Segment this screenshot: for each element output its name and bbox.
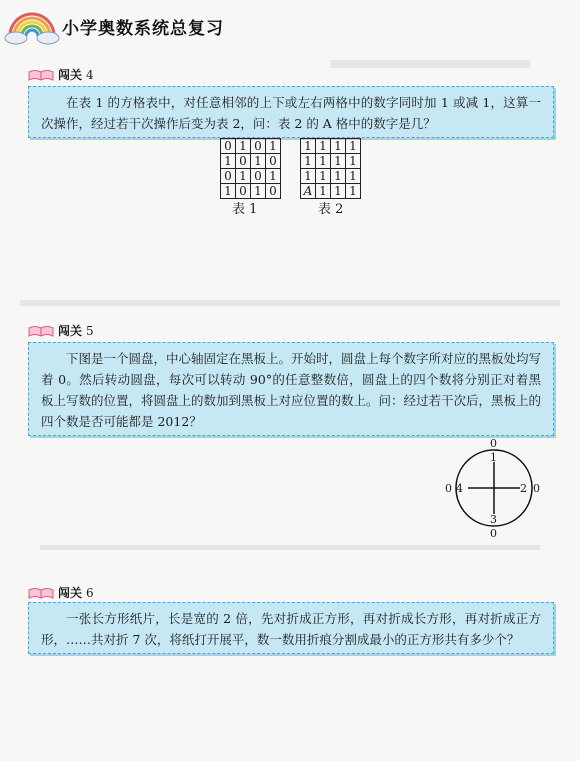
question-box xyxy=(28,86,554,138)
disk-number-top: 1 xyxy=(490,451,497,464)
table-cell: 1 xyxy=(316,154,331,169)
table-cell: 0 xyxy=(266,154,281,169)
table-cell: 1 xyxy=(266,139,281,154)
table-cell: 1 xyxy=(346,184,361,199)
table-cell: 1 xyxy=(316,184,331,199)
gate-heading xyxy=(28,66,94,83)
table-cell: 1 xyxy=(236,139,251,154)
disk-number-left: 4 xyxy=(456,482,463,495)
board-label-top: 0 xyxy=(490,437,497,450)
gate-number: 4 xyxy=(86,67,94,82)
question-box xyxy=(28,602,554,654)
open-book-icon xyxy=(28,587,54,599)
gate-label: 闯关 xyxy=(58,68,83,82)
table-cell: A xyxy=(301,184,316,199)
table-cell: 1 xyxy=(221,184,236,199)
gate-label: 闯关 xyxy=(58,324,83,338)
table-cell: 1 xyxy=(331,169,346,184)
table-cell: 1 xyxy=(331,184,346,199)
disk-number-right: 2 xyxy=(520,482,527,495)
table-cell: 1 xyxy=(316,169,331,184)
table-cell: 1 xyxy=(221,154,236,169)
table-cell: 0 xyxy=(221,139,236,154)
question-text: 下图是一个圆盘，中心轴固定在黑板上。开始时，圆盘上每个数字所对应的黑板处均写着 0。然后转动圆盘，每次可以转动 90°的任意整数倍，圆盘上的四个数将分别正对着黑板上写数的位置，将圆盘上的数加到黑板上对应位置的数上。问：经过若干次后，黑板上的四个数是否可能都是 2012？ xyxy=(41,351,542,429)
rainbow-cloud-icon xyxy=(4,6,60,46)
table-cell: 0 xyxy=(236,154,251,169)
table-caption: 表 2 xyxy=(318,202,344,217)
table-2 xyxy=(300,138,361,199)
gate-heading xyxy=(28,584,94,601)
gate-label: 闯关 xyxy=(58,586,83,600)
table-cell: 1 xyxy=(331,154,346,169)
table-1 xyxy=(220,138,281,199)
gate-number: 5 xyxy=(86,323,94,338)
bleed-through-mark xyxy=(330,60,530,68)
table-cell: 1 xyxy=(251,184,266,199)
page-title: 小学奥数系统总复习 xyxy=(62,19,224,39)
open-book-icon xyxy=(28,325,54,337)
disk-number-bottom: 3 xyxy=(490,513,497,526)
gate-number: 6 xyxy=(86,585,94,600)
page-header xyxy=(0,0,580,55)
table-cell: 1 xyxy=(266,169,281,184)
table-cell: 1 xyxy=(331,139,346,154)
table-cell: 1 xyxy=(316,139,331,154)
table-cell: 0 xyxy=(221,169,236,184)
question-text: 一张长方形纸片，长是宽的 2 倍，先对折成正方形，再对折成长方形，再对折成正方形，……共对折 7 次，将纸打开展平，数一数用折痕分割成最小的正方形共有多少个？ xyxy=(41,611,541,647)
table-cell: 0 xyxy=(251,169,266,184)
table-cell: 1 xyxy=(301,169,316,184)
table-cell: 0 xyxy=(236,184,251,199)
bleed-through-mark xyxy=(40,545,540,550)
table-cell: 0 xyxy=(266,184,281,199)
table-cell: 1 xyxy=(251,154,266,169)
board-label-bottom: 0 xyxy=(490,527,497,540)
board-label-left: 0 xyxy=(445,482,452,495)
table-cell: 1 xyxy=(301,154,316,169)
table-cell: 1 xyxy=(301,139,316,154)
table-cell: 1 xyxy=(346,169,361,184)
bleed-through-mark xyxy=(20,300,560,306)
table-caption: 表 1 xyxy=(232,202,258,217)
question-text: 在表 1 的方格表中，对任意相邻的上下或左右两格中的数字同时加 1 或减 1，这算一次操作，经过若干次操作后变为表 2，问：表 2 的 A 格中的数字是几？ xyxy=(41,95,541,131)
table-cell: 1 xyxy=(346,154,361,169)
question-box xyxy=(28,342,554,436)
board-label-right: 0 xyxy=(533,482,540,495)
table-cell: 1 xyxy=(346,139,361,154)
gate-heading xyxy=(28,322,94,339)
open-book-icon xyxy=(28,69,54,81)
table-cell: 0 xyxy=(251,139,266,154)
table-cell: 1 xyxy=(236,169,251,184)
